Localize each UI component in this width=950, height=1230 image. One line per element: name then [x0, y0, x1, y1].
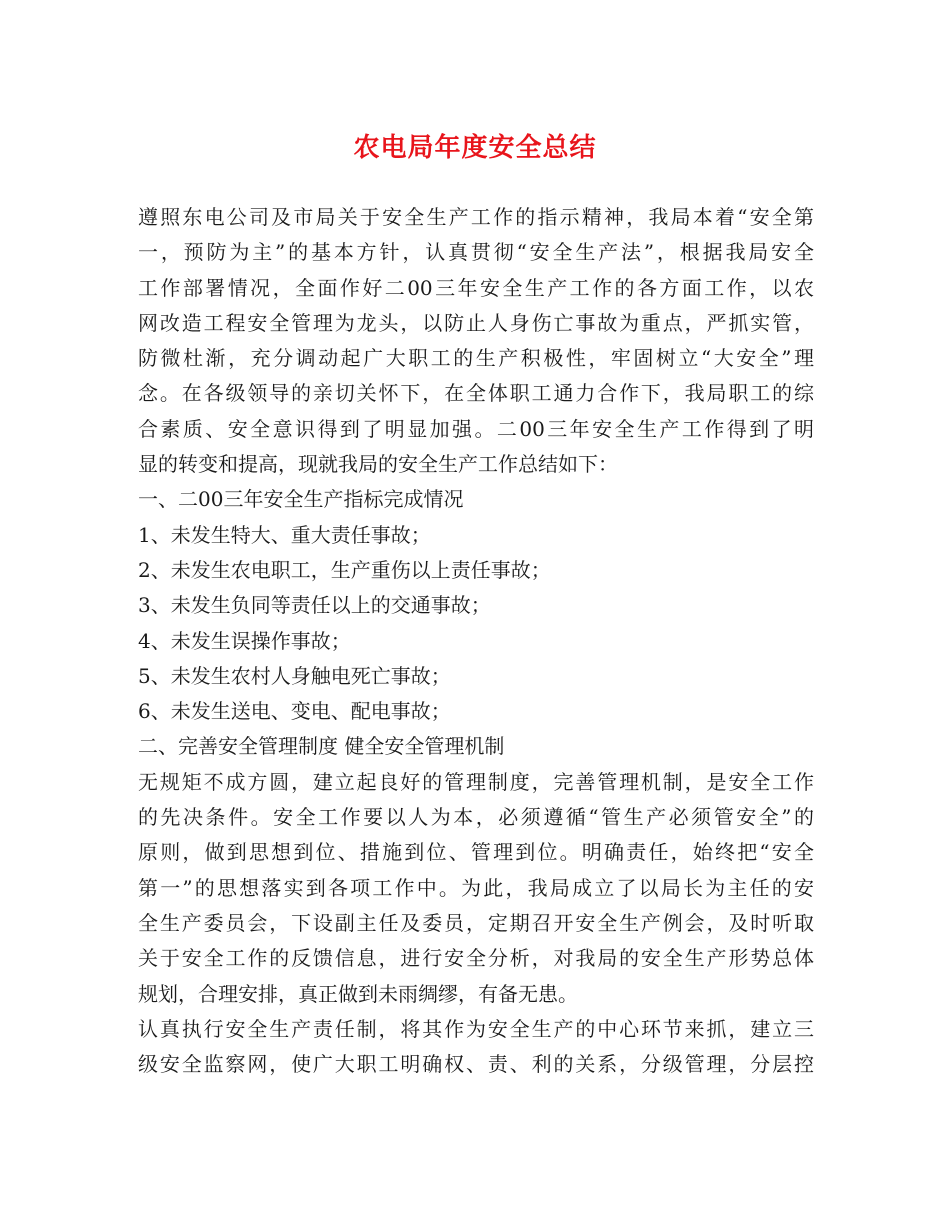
body-line: 工作部署情况，全面作好二00三年安全生产工作的各方面工作，以农 [138, 275, 814, 300]
body-line: 防微杜渐，充分调动起广大职工的生产积极性，牢固树立“大安全”理 [138, 346, 814, 371]
document-title: 农电局年度安全总结 [353, 133, 597, 163]
list-item: 5、未发生农村人身触电死亡事故； [138, 663, 451, 688]
document-body [138, 200, 814, 1082]
body-line: 的先决条件。安全工作要以人为本，必须遵循“管生产必须管安全”的 [138, 805, 814, 830]
body-line: 合素质、安全意识得到了明显加强。二00三年安全生产工作得到了明 [138, 416, 814, 441]
body-line: 认真执行安全生产责任制，将其作为安全生产的中心环节来抓，建立三 [138, 1016, 814, 1041]
body-line: 网改造工程安全管理为龙头，以防止人身伤亡事故为重点，严抓实管， [138, 310, 814, 335]
list-item: 2、未发生农电职工，生产重伤以上责任事故； [138, 557, 551, 582]
body-line: 念。在各级领导的亲切关怀下，在全体职工通力合作下，我局职工的综 [138, 381, 814, 406]
body-line: 遵照东电公司及市局关于安全生产工作的指示精神，我局本着“安全第 [138, 205, 814, 229]
list-item: 6、未发生送电、变电、配电事故； [138, 699, 451, 724]
list-item: 4、未发生误操作事故； [138, 628, 351, 653]
body-line: 关于安全工作的反馈信息，进行安全分析，对我局的安全生产形势总体 [138, 946, 814, 971]
list-item: 1、未发生特大、重大责任事故； [138, 522, 431, 547]
body-line: 原则，做到思想到位、措施到位、管理到位。明确责任，始终把“安全 [138, 840, 814, 865]
body-line: 无规矩不成方圆，建立起良好的管理制度，完善管理机制，是安全工作 [138, 769, 814, 794]
body-line: 全生产委员会，下设副主任及委员，定期召开安全生产例会，及时听取 [138, 910, 814, 935]
body-line: 级安全监察网，使广大职工明确权、责、利的关系，分级管理，分层控 [138, 1052, 814, 1077]
body-line: 显的转变和提高，现就我局的安全生产工作总结如下： [138, 452, 618, 477]
section-heading: 一、二00三年安全生产指标完成情况 [138, 487, 464, 512]
list-item: 3、未发生负同等责任以上的交通事故； [138, 593, 491, 618]
body-line: 一，预防为主”的基本方针，认真贯彻“安全生产法”，根据我局安全 [138, 240, 814, 265]
section-heading: 二、完善安全管理制度 健全安全管理机制 [138, 734, 505, 759]
body-line: 第一”的思想落实到各项工作中。为此，我局成立了以局长为主任的安 [138, 875, 814, 900]
body-line: 规划，合理安排，真正做到未雨绸缪，有备无患。 [138, 981, 578, 1006]
